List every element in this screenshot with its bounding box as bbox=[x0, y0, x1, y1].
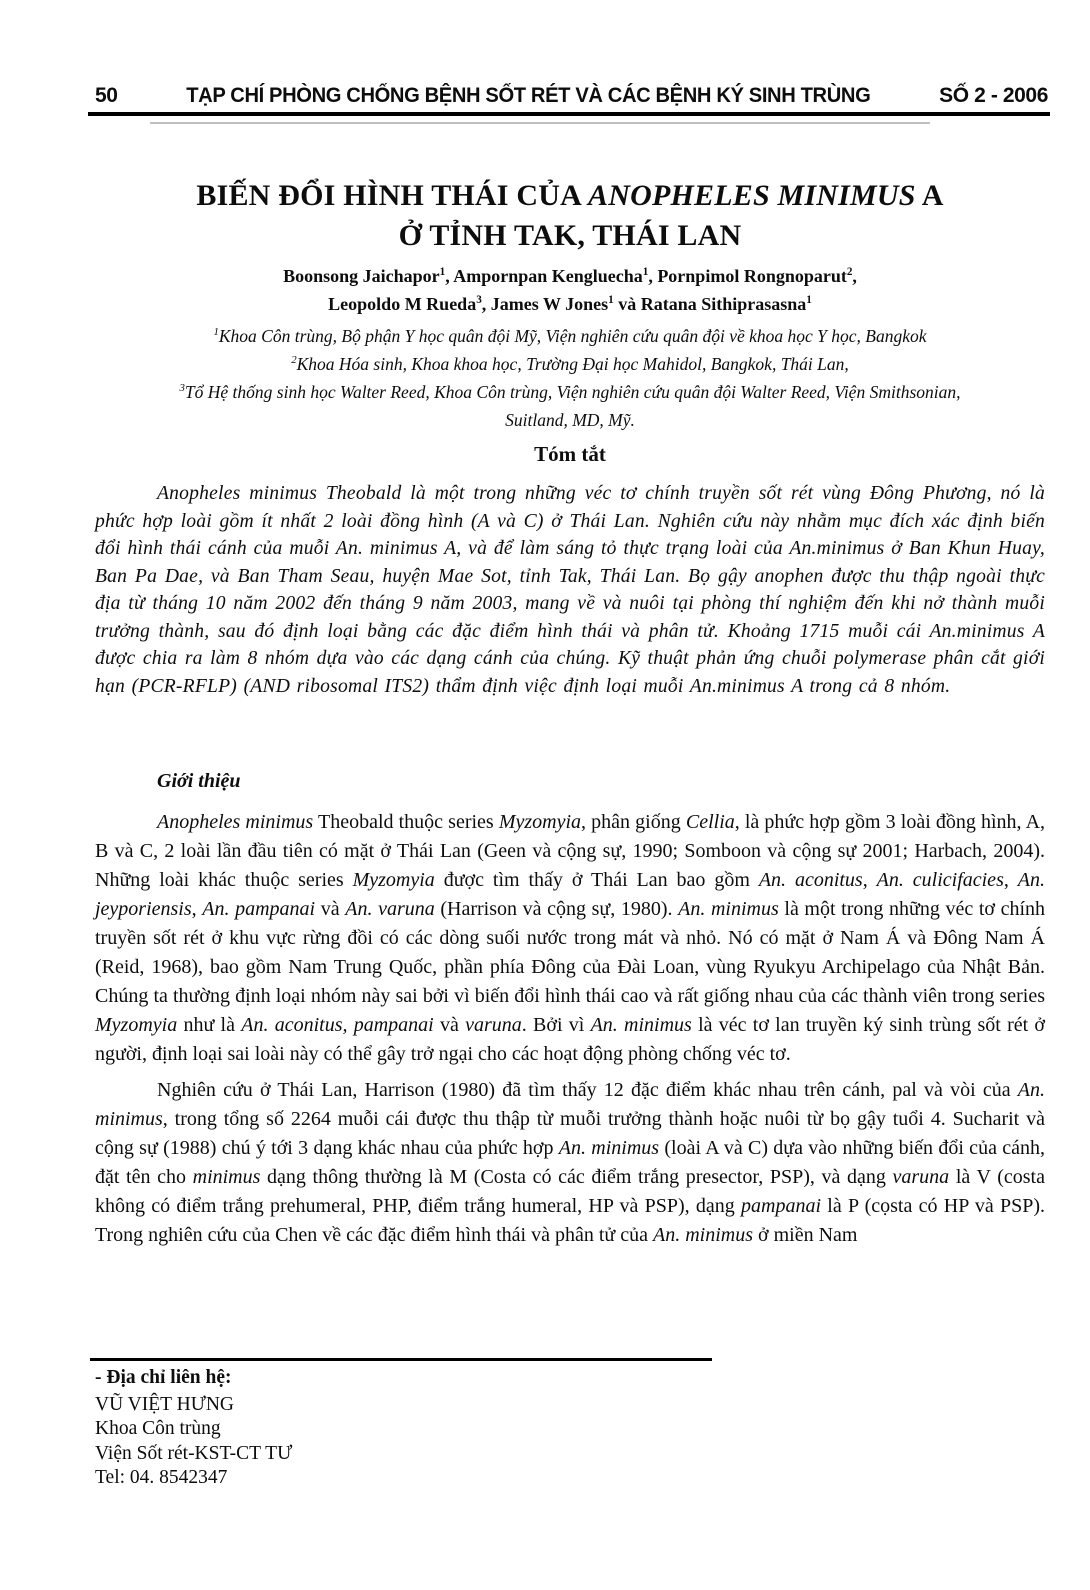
abstract-paragraph: Anopheles minimus Theobald là một trong những véc tơ chính truyền sốt rét vùng Đông Phương, nó là phức hợp loài gồm ít nhất 2 loài đồng hình (A và C) ở Thái Lan. Nghiên cứu này nhằm mục đích xác định biến đổi hình thái cánh của muỗi An. minimus A, và để làm sáng tỏ thực trạng loài của An.minimus ở Ban Khun Huay, Ban Pa Dae, và Ban Tham Seau, huyện Mae Sot, tỉnh Tak, Thái Lan. Bọ gậy anophen được thu thập ngoài thực địa từ tháng 10 năm 2002 đến tháng 9 năm 2003, mang về và nuôi tại phòng thí nghiệm đến khi nở thành muỗi trưởng thành, sau đó định loại bằng các đặc điểm hình thái và phân tử. Khoảng 1715 muỗi cái An.minimus A được chia ra làm 8 nhóm dựa vào các dạng cánh của chúng. Kỹ thuật phản ứng chuỗi polymerase phân cắt giới hạn (PCR-RFLP) (AND ribosomal ITS2) thẩm định việc định loại muỗi An.minimus A trong cả 8 nhóm. bbox=[95, 483, 1045, 697]
contact-label: - Địa chỉ liên hệ: bbox=[95, 1367, 232, 1388]
affiliation-line-4: Suitland, MD, Mỹ. bbox=[505, 410, 635, 430]
contact-department: Khoa Côn trùng bbox=[95, 1418, 221, 1439]
header-rule-faint bbox=[150, 122, 930, 124]
intro-heading: Giới thiệu bbox=[157, 770, 241, 792]
intro-paragraph-2: Nghiên cứu ở Thái Lan, Harrison (1980) đã tìm thấy 12 đặc điểm khác nhau trên cánh, pal và vòi của An. minimus, trong tổng số 2264 muỗi cái được thu thập từ muỗi trưởng thành hoặc nuôi từ bọ gậy tuổi 4. Sucharit và cộng sự (1988) chú ý tới 3 dạng khác nhau của phức hợp An. minimus (loài A và C) dựa vào những biến đổi của cánh, đặt tên cho minimus dạng thông thường là M (Costa có các điểm trắng presector, PSP), và dạng varuna là V (costa không có điểm trắng prehumeral, PHP, điểm trắng humeral, HP và PSP), dạng pampanai là P (cọsta có HP và PSP). Trong nghiên cứu của Chen về các đặc điểm hình thái và phân tử của An. minimus ở miền Nam bbox=[95, 1079, 1045, 1246]
page-header bbox=[95, 84, 1048, 108]
intro-section bbox=[95, 808, 1045, 1257]
page-number: 50 bbox=[95, 84, 118, 107]
header-rule bbox=[88, 112, 1050, 116]
contact-institute: Viện Sốt rét-KST-CT TƯ bbox=[95, 1442, 293, 1464]
article-title-line-1: BIẾN ĐỔI HÌNH THÁI CỦA ANOPHELES MINIMUS A bbox=[196, 179, 944, 212]
affiliation-line-1: $^1$Khoa Côn trùng, Bộ phận Y học quân đội Mỹ, Viện nghiên cứu quân đội về khoa học Y học, Bangkok bbox=[213, 326, 927, 346]
abstract-heading: Tóm tắt bbox=[534, 442, 606, 466]
contact-phone: Tel: 04. 8542347 bbox=[95, 1467, 228, 1488]
authors-line-2: Leopoldo M Rueda$^3$, James W Jones$^1$ và Ratana Sithiprasasna$^1$ bbox=[328, 294, 812, 314]
affiliation-line-2: $^2$Khoa Hóa sinh, Khoa khoa học, Trường Đại học Mahidol, Bangkok, Thái Lan, bbox=[291, 354, 849, 374]
authors-line-1: Boonsong Jaichapor$^1$, Ampornpan Kengluecha$^1$, Pornpimol Rongnoparut$^2$, bbox=[283, 266, 857, 286]
affiliations-block bbox=[85, 322, 1055, 434]
journal-title: TẠP CHÍ PHÒNG CHỐNG BỆNH SỐT RÉT VÀ CÁC BỆNH KÝ SINH TRÙNG bbox=[186, 84, 871, 107]
affiliation-line-3: $^3$Tổ Hệ thống sinh học Walter Reed, Khoa Côn trùng, Viện nghiên cứu quân đội Walter Reed, Viện Smithsonian, bbox=[179, 382, 961, 402]
article-title bbox=[95, 176, 1045, 256]
article-title-line-2: Ở TỈNH TAK, THÁI LAN bbox=[398, 219, 742, 252]
intro-paragraph-1: Anopheles minimus Theobald thuộc series Myzomyia, phân giống Cellia, là phức hợp gồm 3 loài đồng hình, A, B và C, 2 loài lần đầu tiên có mặt ở Thái Lan (Geen và cộng sự, 1990; Somboon và cộng sự 2001; Harbach, 2004). Những loài khác thuộc series Myzomyia được tìm thấy ở Thái Lan bao gồm An. aconitus, An. culicifacies, An. jeyporiensis, An. pampanai và An. varuna (Harrison và cộng sự, 1980). An. minimus là một trong những véc tơ chính truyền sốt rét ở khu vực rừng đồi có các dòng suối nước trong mát và nhỏ. Nó có mặt ở Nam Á và Đông Nam Á (Reid, 1968), bao gồm Nam Trung Quốc, phần phía Đông của Đài Loan, vùng Ryukyu Archipelago của Nhật Bản. Chúng ta thường định loại nhóm này sai bởi vì biến đổi hình thái cao và rất giống nhau của các thành viên trong series Myzomyia như là An. aconitus, pampanai và varuna. Bởi vì An. minimus là véc tơ lan truyền ký sinh trùng sốt rét ở người, định loại sai loài này có thể gây trở ngại cho các hoạt động phòng chống véc tơ. bbox=[95, 811, 1046, 1065]
contact-name: VŨ VIỆT HƯNG bbox=[95, 1393, 234, 1415]
footnote-separator bbox=[90, 1358, 712, 1361]
contact-block bbox=[95, 1366, 695, 1491]
authors-block bbox=[95, 262, 1045, 318]
issue-number: SỐ 2 - 2006 bbox=[939, 84, 1048, 107]
